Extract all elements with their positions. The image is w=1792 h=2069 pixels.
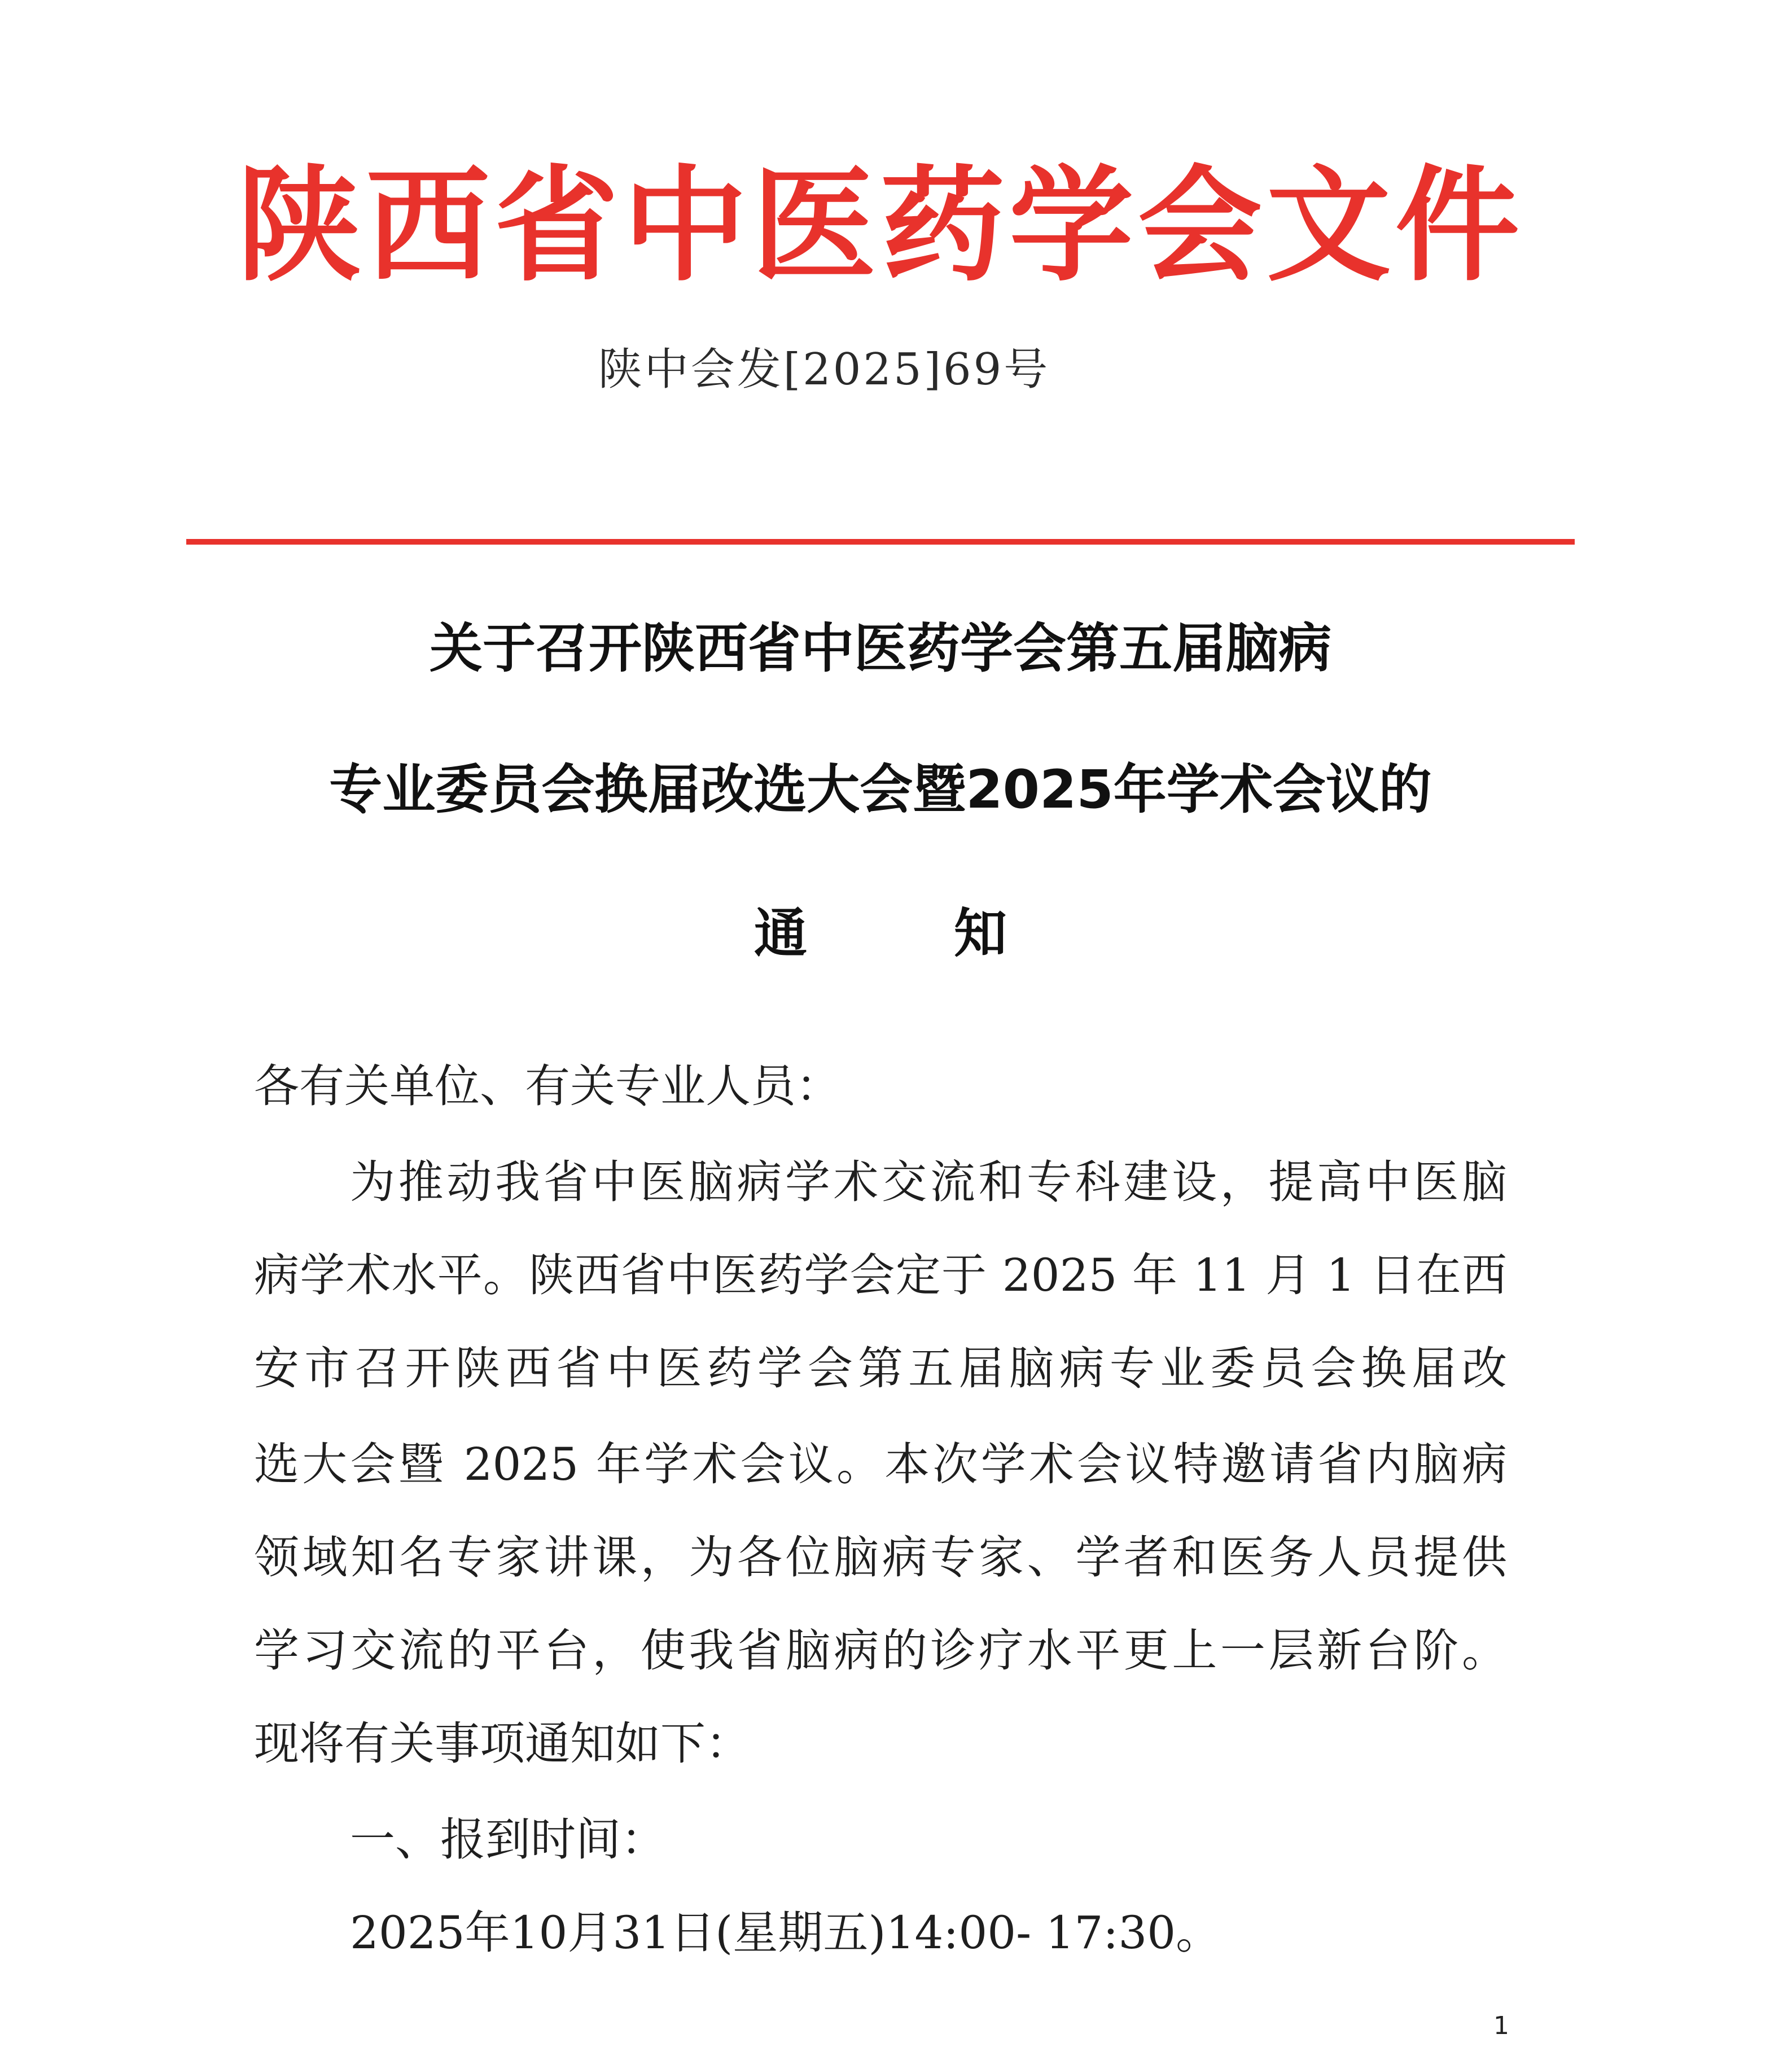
page-number: 1 bbox=[1493, 2011, 1509, 2040]
paragraph-line-7: 现将有关事项通知如下： bbox=[254, 1717, 751, 1770]
section-1-heading: 一、报到时间： bbox=[350, 1813, 666, 1866]
paragraph-line-4: 选大会暨 2025 年学术会议。本次学术会议特邀请省内脑病 bbox=[254, 1438, 1507, 1491]
notice-title-line-3: 通知 bbox=[753, 903, 1154, 965]
paragraph-line-5: 领域知名专家讲课，为各位脑病专家、学者和医务人员提供 bbox=[254, 1531, 1507, 1584]
salutation: 各有关单位、有关专业人员： bbox=[254, 1060, 841, 1112]
paragraph-line-3: 安市召开陕西省中医药学会第五届脑病专业委员会换届改 bbox=[254, 1342, 1507, 1395]
notice-title-line-2: 专业委员会换届改选大会暨2025年学术会议的 bbox=[329, 759, 1432, 821]
paragraph-line-2: 病学术水平。陕西省中医药学会定于 2025 年 11 月 1 日在西 bbox=[254, 1249, 1507, 1301]
document-number: 陕中会发[2025]69号 bbox=[598, 344, 1050, 395]
paragraph-line-6: 学习交流的平台，使我省脑病的诊疗水平更上一层新台阶。 bbox=[254, 1624, 1507, 1677]
org-header-title: 陕西省中医药学会文件 bbox=[236, 154, 1524, 298]
red-separator-line bbox=[186, 539, 1575, 545]
paragraph-line-1: 为推动我省中医脑病学术交流和专科建设，提高中医脑 bbox=[350, 1156, 1507, 1208]
notice-title-line-1: 关于召开陕西省中医药学会第五届脑病 bbox=[429, 618, 1331, 680]
section-1-detail: 2025年10月31日(星期五)14:00- 17:30。 bbox=[350, 1906, 1221, 1959]
